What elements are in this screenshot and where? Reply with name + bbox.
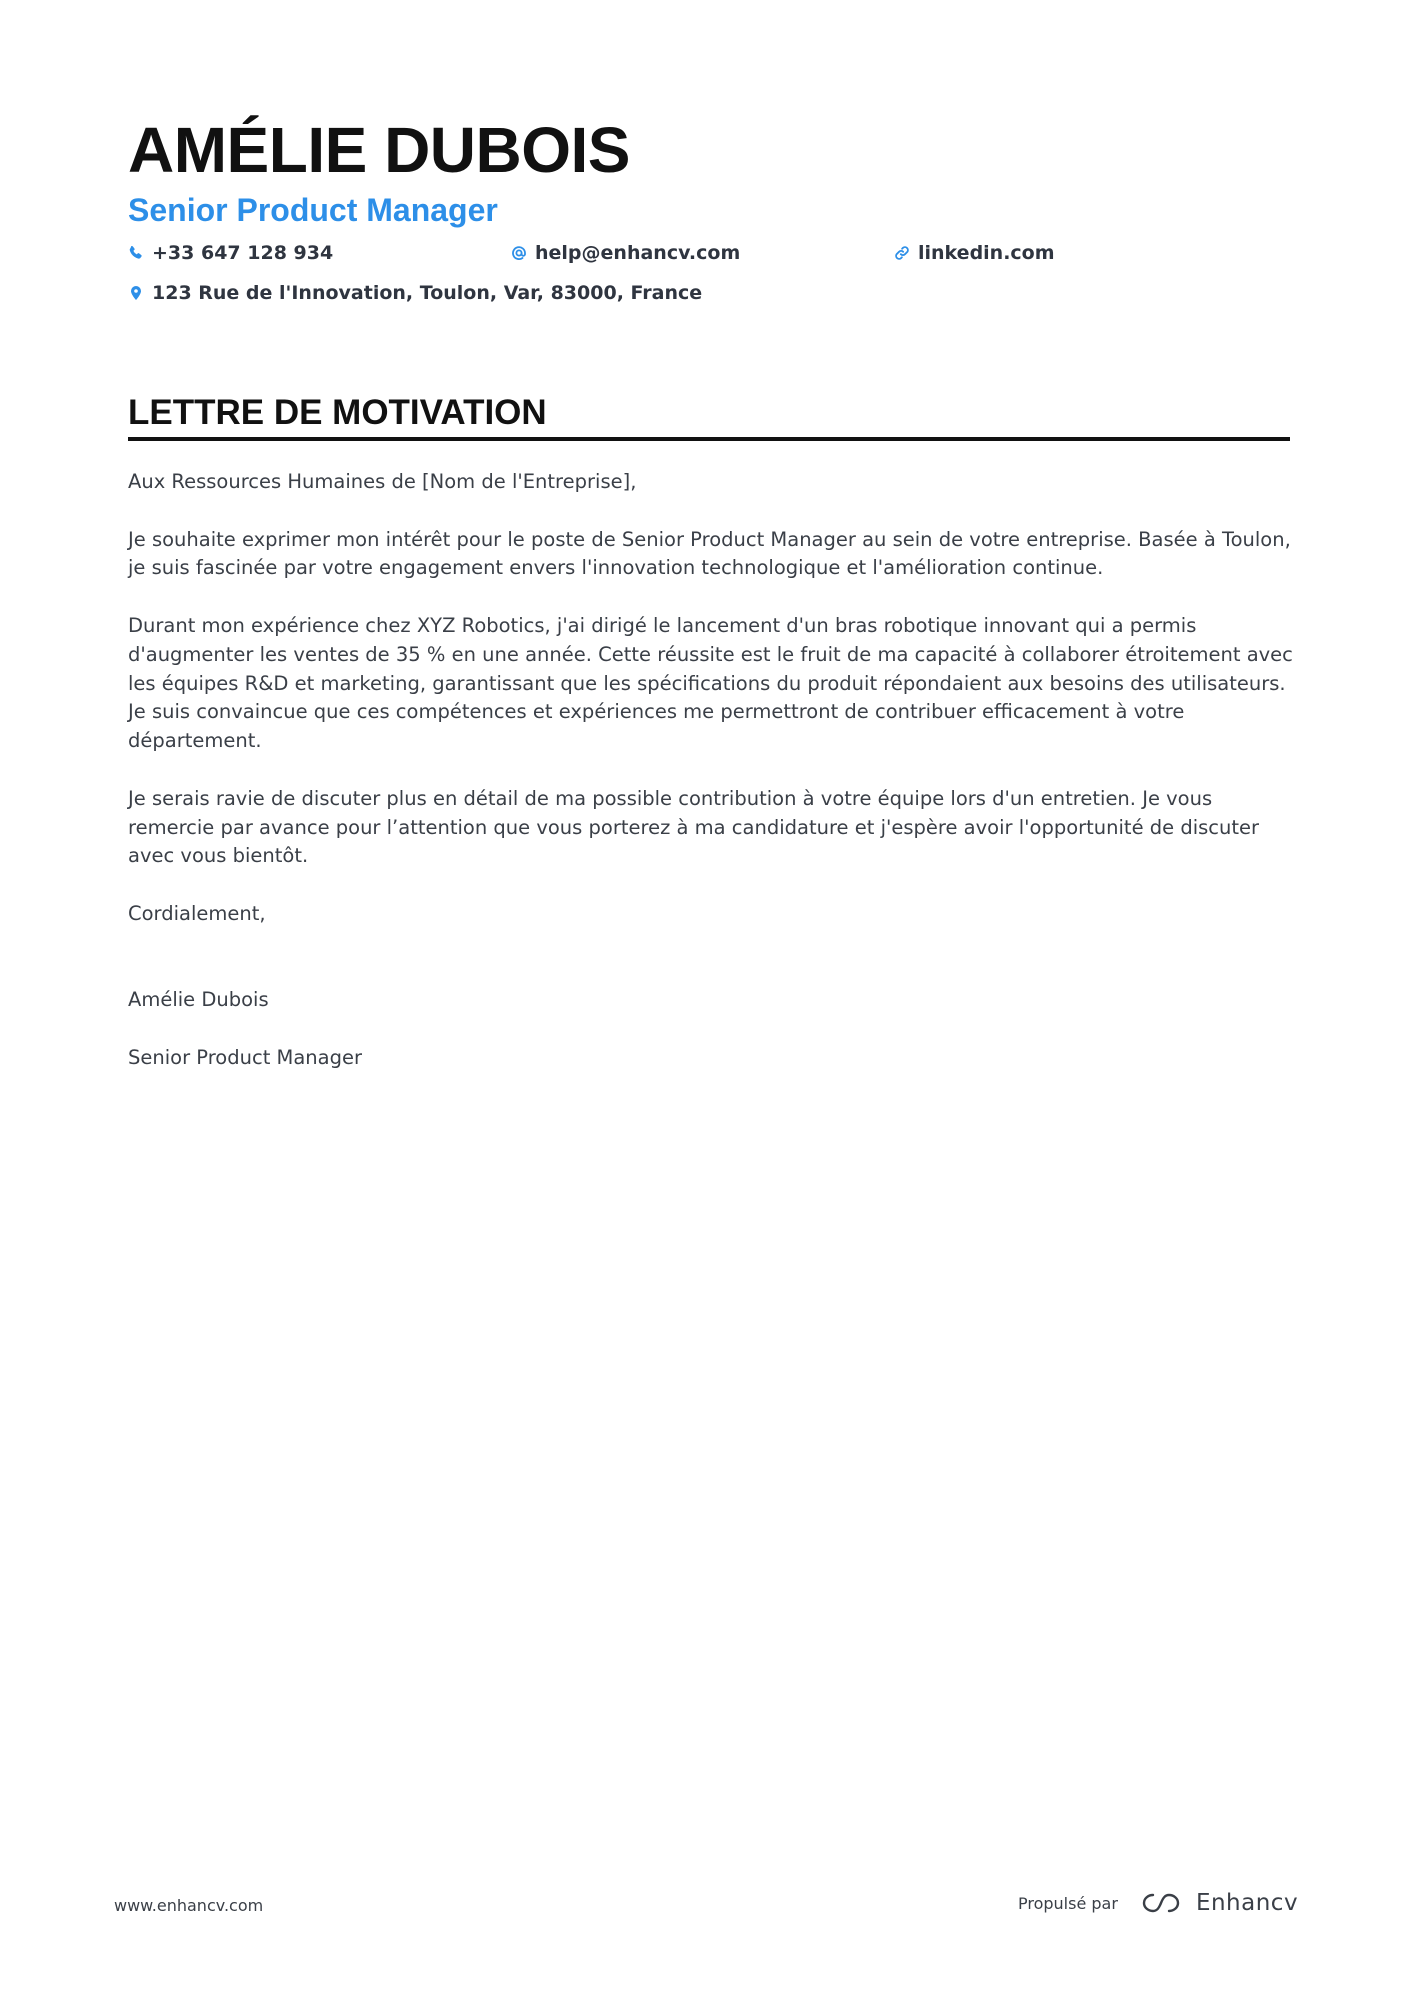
- email-text: help@enhancv.com: [535, 242, 741, 264]
- contact-info: [128, 240, 1290, 320]
- section-title: LETTRE DE MOTIVATION: [128, 393, 547, 432]
- at-sign-icon: [511, 245, 527, 261]
- contact-linkedin[interactable]: [894, 240, 1055, 266]
- section-divider: [128, 437, 1290, 441]
- brand-name: Enhancv: [1195, 1890, 1299, 1916]
- letter-salutation: Aux Ressources Humaines de [Nom de l'Entreprise],: [128, 470, 637, 493]
- signature-name: Amélie Dubois: [128, 988, 269, 1012]
- footer-branding: [1018, 1890, 1298, 1916]
- letter-paragraph: Durant mon expérience chez XYZ Robotics, j'ai dirigé le lancement d'un bras robotique innovant qui a permis d'augmenter les ventes de 35 % en une année. Cette réussite est le fruit de ma capacité à collaborer étroitement avec les équipes R&D et marketing, garantissant que les spécifications du produit répondaient aux besoins des utilisateurs. Je suis convaincue que ces compétences et expériences me permettront de contribuer efficacement à votre département.: [128, 613, 1293, 753]
- footer-website[interactable]: www.enhancv.com: [114, 1896, 264, 1915]
- letter-paragraph: Je serais ravie de discuter plus en détail de ma possible contribution à votre équipe lors d'un entretien. Je vous remercie par avance pour l’attention que vous porterez à ma candidature et j'espère avoir l'opportunité de discuter avec vous bientôt.: [128, 786, 1260, 868]
- letter-paragraph: Je souhaite exprimer mon intérêt pour le poste de Senior Product Manager au sein de votre entreprise. Basée à Toulon, je suis fascinée par votre engagement envers l'innovation technologique et l'amélioration continue.: [128, 527, 1291, 580]
- letter-body: [128, 468, 1298, 1102]
- candidate-title: Senior Product Manager: [128, 192, 498, 228]
- address-text: 123 Rue de l'Innovation, Toulon, Var, 83000, France: [152, 282, 703, 304]
- letter-closing: Cordialement,: [128, 901, 266, 925]
- candidate-name: AMÉLIE DUBOIS: [128, 114, 630, 186]
- phone-text: +33 647 128 934: [152, 242, 334, 264]
- location-pin-icon: [128, 285, 144, 301]
- linkedin-text: linkedin.com: [918, 242, 1055, 264]
- phone-icon: [128, 245, 144, 261]
- contact-address: [128, 280, 702, 306]
- link-icon: [894, 245, 910, 261]
- contact-phone: [128, 240, 333, 266]
- enhancv-logo-icon: [1138, 1890, 1182, 1916]
- signature-title: Senior Product Manager: [128, 1045, 363, 1069]
- contact-email[interactable]: [511, 240, 740, 266]
- powered-by-label: Propulsé par: [1018, 1893, 1118, 1913]
